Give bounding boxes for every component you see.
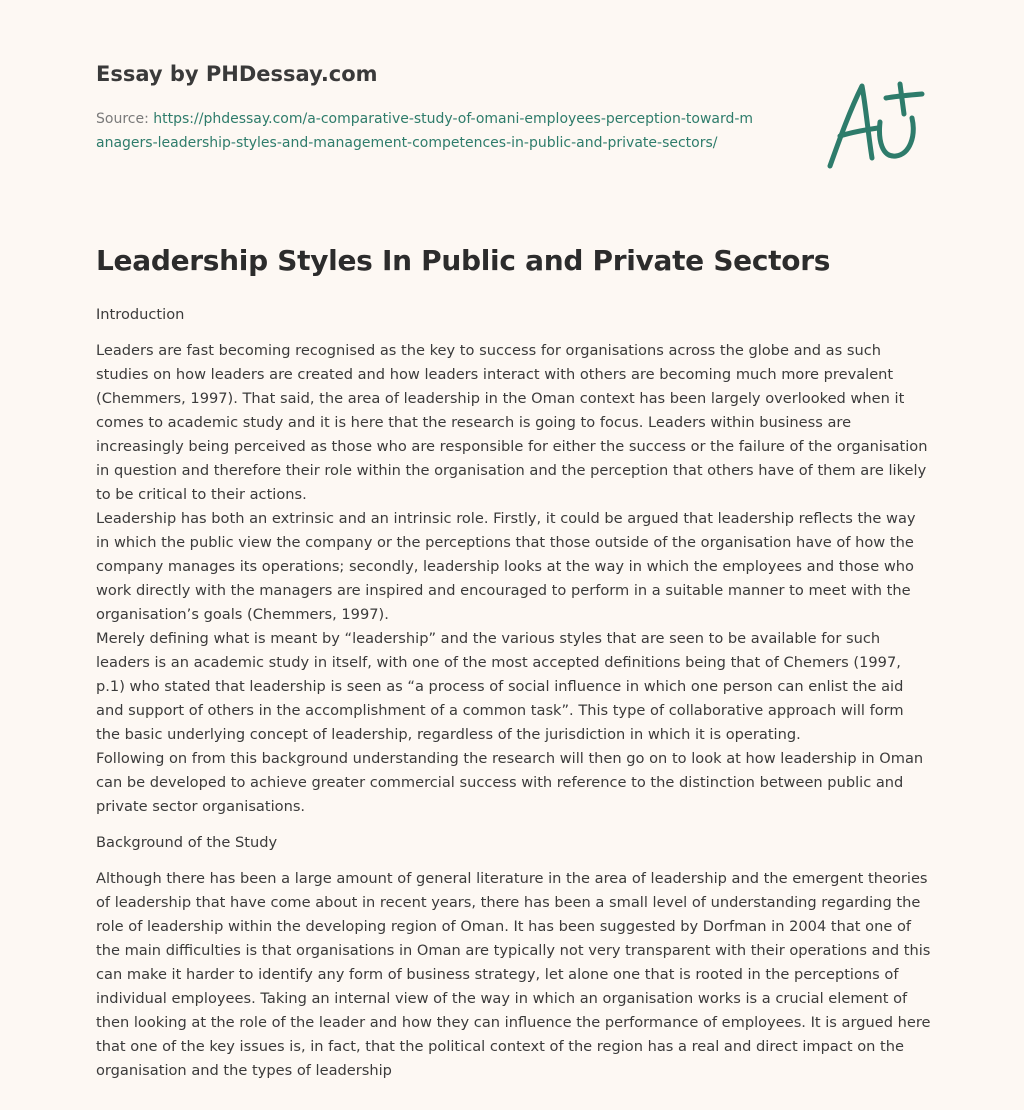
a-plus-grade-icon <box>822 78 930 174</box>
paragraph: Leadership has both an extrinsic and an intrinsic role. Firstly, it could be argued that leadership reflects the way in which the public view the company or the perceptions that those outside of the organisation have of how the company manages its operations; secondly, leadership looks at the way in which the employees and those who work directly with the managers are inspired and encouraged to perform in a suitable manner to meet with the organisation’s goals (Chemmers, 1997). <box>96 510 916 623</box>
article-body <box>96 303 932 1083</box>
article-title: Leadership Styles In Public and Private Sectors <box>96 244 831 277</box>
section-heading-introduction: Introduction <box>96 306 185 323</box>
paragraph: Merely defining what is meant by “leadership” and the various styles that are seen to be available for such leaders is an academic study in itself, with one of the most accepted definitions being that of Chemers (1997, p.1) who stated that leadership is seen as “a process of social influence in which one person can enlist the aid and support of others in the accomplishment of a common task”. This type of collaborative approach will form the basic underlying concept of leadership, regardless of the jurisdiction in which it is operating. <box>96 630 904 743</box>
site-title: Essay by PHDessay.com <box>96 62 378 86</box>
source-line <box>96 107 756 155</box>
paragraph: Although there has been a large amount of general literature in the area of leadership and the emergent theories of leadership that have come about in recent years, there has been a small level of understanding regarding the role of leadership within the developing region of Oman. It has been suggested by Dorfman in 2004 that one of the main difficulties is that organisations in Oman are typically not very transparent with their operations and this can make it harder to identify any form of business strategy, let alone one that is rooted in the perceptions of individual employees. Taking an internal view of the way in which an organisation works is a crucial element of then looking at the role of the leader and how they can influence the performance of employees. It is argued here that one of the key issues is, in fact, that the political context of the region has a real and direct impact on the organisation and the types of leadership <box>96 870 931 1079</box>
paragraph: Leaders are fast becoming recognised as the key to success for organisations across the globe and as such studies on how leaders are created and how leaders interact with others are becoming much more prevalent (Chemmers, 1997). That said, the area of leadership in the Oman context has been largely overlooked when it comes to academic study and it is here that the research is going to focus. Leaders within business are increasingly being perceived as those who are responsible for either the success or the failure of the organisation in question and therefore their role within the organisation and the perception that others have of them are likely to be critical to their actions. <box>96 342 928 503</box>
section-heading-background: Background of the Study <box>96 834 278 851</box>
paragraph: Following on from this background understanding the research will then go on to look at how leadership in Oman can be developed to achieve greater commercial success with reference to the distinction between public and private sector organisations. <box>96 750 924 815</box>
source-link[interactable]: https://phdessay.com/a-comparative-study-of-omani-employees-perception-toward-managers-leadership-styles-and-management-competences-in-public-and-private-sectors/ <box>96 111 754 151</box>
source-label: Source: <box>96 111 149 127</box>
